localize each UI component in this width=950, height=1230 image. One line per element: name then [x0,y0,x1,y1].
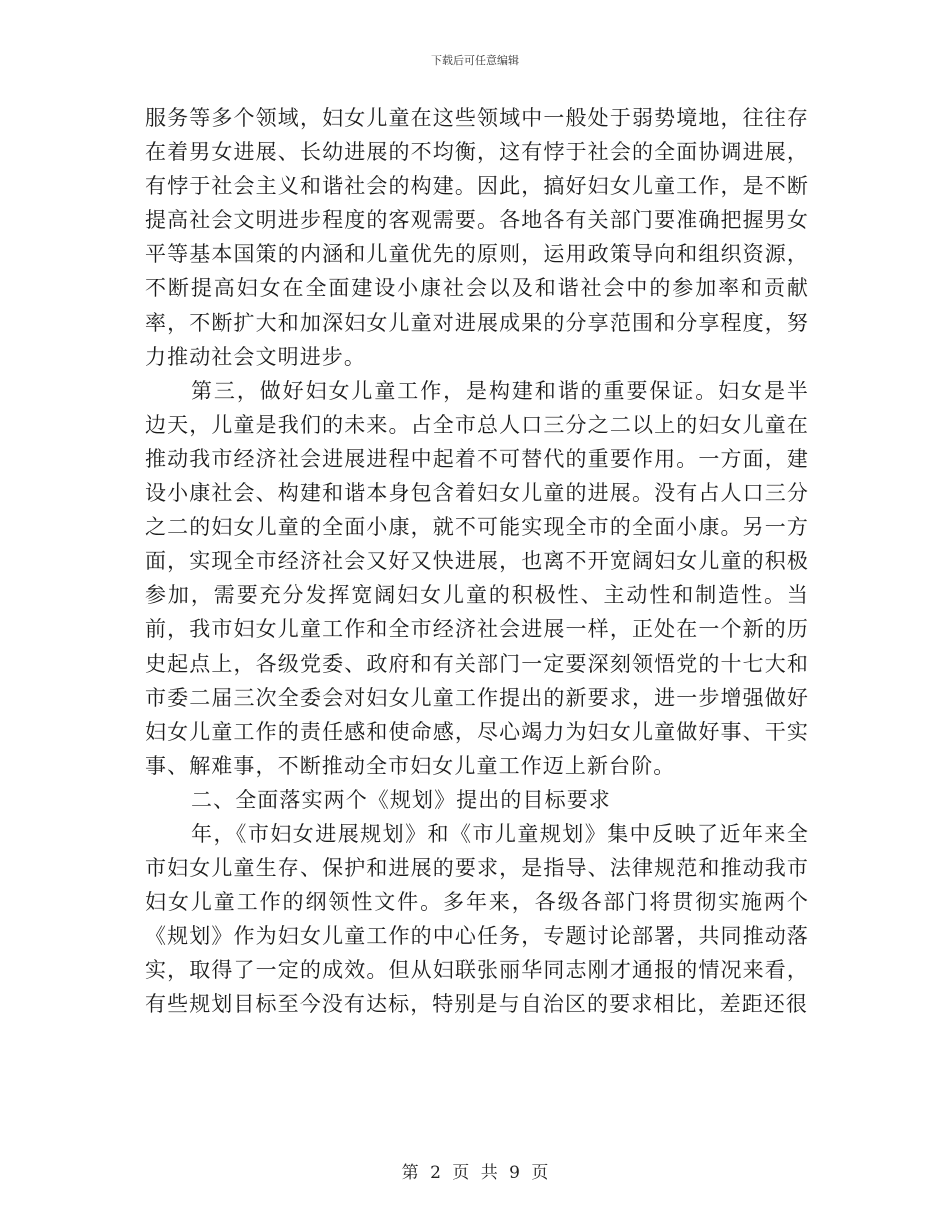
document-body [145,101,809,1022]
section-heading: 二、全面落实两个《规划》提出的目标要求 [191,787,611,812]
paragraph-plans: 年，《市妇女进展规划》和《市儿童规划》集中反映了近年来全市妇女儿童生存、保护和进展的要求，是指导、法律规范和推动我市妇女儿童工作的纲领性文件。多年来，各级各部门将贯彻实施两个《规划》作为妇女儿童工作的中心任务，专题讨论部署，共同推动落实，取得了一定的成效。但从妇联张丽华同志刚才通报的情况来看，有些规划目标至今没有达标，特别是与自治区的要求相比，差距还很 [145,821,809,1017]
page-footer [0,1158,950,1183]
page-number: 第 2 页 共 9 页 [401,1163,549,1183]
header-note: 下载后可任意编辑 [431,54,519,67]
page-header [0,52,950,68]
paragraph-continuation: 服务等多个领域，妇女儿童在这些领域中一般处于弱势境地，往往存在着男女进展、长幼进展的不均衡，这有悖于社会的全面协调进展，有悖于社会主义和谐社会的构建。因此，搞好妇女儿童工作，是不断提高社会文明进步程度的客观需要。各地各有关部门要准确把握男女平等基本国策的内涵和儿童优先的原则，运用政策导向和组织资源，不断提高妇女在全面建设小康社会以及和谐社会中的参加率和贡献率，不断扩大和加深妇女儿童对进展成果的分享范围和分享程度，努力推动社会文明进步。 [145,106,809,369]
paragraph-third-point: 第三，做好妇女儿童工作，是构建和谐的重要保证。妇女是半边天，儿童是我们的未来。占全市总人口三分之二以上的妇女儿童在推动我市经济社会进展进程中起着不可替代的重要作用。一方面，建设小康社会、构建和谐本身包含着妇女儿童的进展。没有占人口三分之二的妇女儿童的全面小康，就不可能实现全市的全面小康。另一方面，实现全市经济社会又好又快进展，也离不开宽阔妇女儿童的积极参加，需要充分发挥宽阔妇女儿童的积极性、主动性和制造性。当前，我市妇女儿童工作和全市经济社会进展一样，正处在一个新的历史起点上，各级党委、政府和有关部门一定要深刻领悟党的十七大和市委二届三次全委会对妇女儿童工作提出的新要求，进一步增强做好妇女儿童工作的责任感和使命感，尽心竭力为妇女儿童做好事、干实事、解难事，不断推动全市妇女儿童工作迈上新台阶。 [145,378,809,778]
